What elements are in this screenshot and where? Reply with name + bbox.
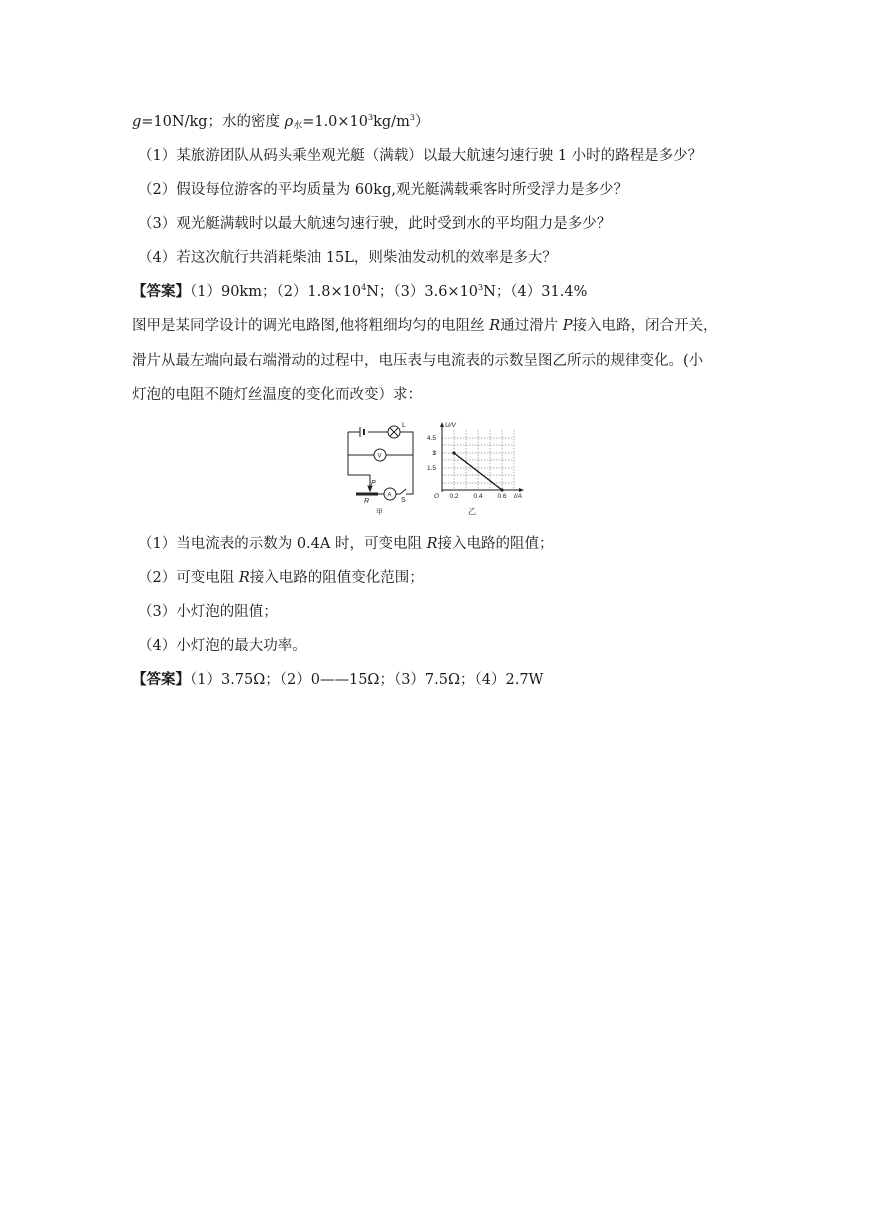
voltmeter-label: V <box>377 453 382 460</box>
q1-item-2: （2）假设每位游客的平均质量为 60kg,观光艇满载乘客时所受浮力是多少？ <box>138 182 628 198</box>
q1-answer <box>132 282 587 302</box>
item-text: （1）当电流表的示数为 0.4A 时，可变电阻 <box>138 536 427 552</box>
x-tick-0-6: 0.6 <box>497 493 507 500</box>
item-text-tail: 接入电路的阻值变化范围； <box>249 570 424 586</box>
circuit-and-graph-figure <box>338 418 534 518</box>
answer-exp-2: 3 <box>478 283 484 292</box>
q2-item-3: （3）小灯泡的阻值； <box>138 604 278 620</box>
lamp-cross <box>390 428 398 436</box>
ui-graph <box>427 422 524 516</box>
rho-symbol: ρ <box>284 114 294 130</box>
slider-label: P <box>371 480 376 487</box>
q2-stem-line-3: 灯泡的电阻不随灯丝温度的变化而改变）求： <box>132 387 422 403</box>
q2-item-4: （4）小灯泡的最大功率。 <box>138 638 307 654</box>
lamp-label: L <box>402 422 406 429</box>
q2-stem-line-1 <box>132 316 718 336</box>
circuit-diagram <box>348 426 413 500</box>
q2-item-1 <box>138 534 554 554</box>
y-tick-4-5: 4.5 <box>426 435 436 442</box>
ammeter-label: A <box>387 492 392 499</box>
x-axis-label: I/A <box>514 493 522 500</box>
item-text-tail: 接入电路的阻值； <box>437 536 554 552</box>
rho-exponent: 3 <box>368 113 374 122</box>
q1-item-1: （1）某旅游团队从码头乘坐观光艇（满载）以最大航速匀速行驶 1 小时的路程是多少？ <box>138 148 703 164</box>
answer-part-b: N；（3）3.6×10 <box>366 284 479 300</box>
circuit-caption: 甲 <box>376 509 383 516</box>
g-symbol: g <box>132 114 142 130</box>
answer-label: 【答案】 <box>132 283 190 300</box>
rho-subscript: 水 <box>293 121 303 131</box>
data-point-start <box>452 451 455 454</box>
q2-answer <box>132 670 543 690</box>
rho-unit-exponent: 3 <box>409 113 415 122</box>
data-point-end <box>500 488 503 491</box>
q1-item-4: （4）若这次航行共消耗柴油 15L，则柴油发动机的效率是多大？ <box>138 250 557 266</box>
y-axis-label: U/V <box>445 422 456 429</box>
graph-grid <box>442 430 514 490</box>
g-value: =10N/kg；水的密度 <box>141 114 281 130</box>
y-tick-3: 3 <box>432 450 436 457</box>
stem-text-c: 接入电路，闭合开关， <box>572 318 718 334</box>
var-R: R <box>238 570 250 586</box>
answer-label: 【答案】 <box>132 671 190 688</box>
answer-part-a: （1）90km；（2）1.8×10 <box>190 284 362 300</box>
rho-unit: kg/m <box>373 114 410 130</box>
q2-stem-line-2: 滑片从最左端向最右端滑动的过程中，电压表与电流表的示数呈图乙所示的规律变化。(小 <box>132 353 704 369</box>
var-R: R <box>426 536 438 552</box>
item-text: （2）可变电阻 <box>138 570 239 586</box>
x-tick-0-2: 0.2 <box>449 493 459 500</box>
x-tick-0-4: 0.4 <box>473 493 483 500</box>
answer-exp-1: 4 <box>361 283 367 292</box>
q1-item-3: （3）观光艇满载时以最大航速匀速行驶，此时受到水的平均阻力是多少？ <box>138 216 612 232</box>
y-axis-arrow <box>440 422 444 427</box>
var-P: P <box>562 318 573 334</box>
rho-value: =1.0×10 <box>302 114 369 130</box>
switch-label: S <box>401 497 406 504</box>
graph-caption: 乙 <box>468 507 476 516</box>
answer-part-c: N；（4）31.4% <box>483 284 588 300</box>
rheostat-label: R <box>364 498 370 505</box>
close-paren: ） <box>414 114 430 130</box>
q2-item-2 <box>138 568 424 588</box>
constants-line <box>132 112 429 132</box>
y-tick-1-5: 1.5 <box>426 465 436 472</box>
stem-text-b: 通过滑片 <box>500 318 563 334</box>
answer-text: （1）3.75Ω；（2）0——15Ω；（3）7.5Ω；（4）2.7W <box>190 672 544 688</box>
stem-text-a: 图甲是某同学设计的调光电路图,他将粗细均匀的电阻丝 <box>132 318 490 334</box>
var-R: R <box>489 318 501 334</box>
x-axis-arrow <box>519 488 524 492</box>
origin-label: O <box>434 493 440 500</box>
